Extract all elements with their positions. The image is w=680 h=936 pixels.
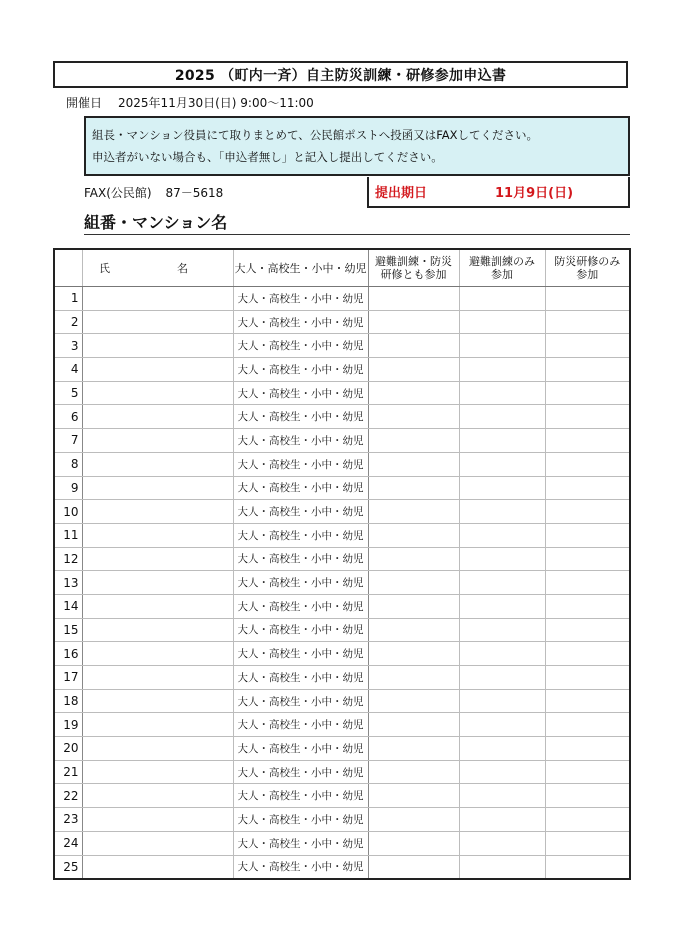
drill-only-cell[interactable] <box>459 594 545 618</box>
row-number: 16 <box>54 642 82 666</box>
category-cell[interactable]: 大人・高校生・小中・幼児 <box>233 547 368 571</box>
both-cell[interactable] <box>368 571 459 595</box>
row-number: 9 <box>54 476 82 500</box>
category-cell[interactable]: 大人・高校生・小中・幼児 <box>233 713 368 737</box>
category-cell[interactable]: 大人・高校生・小中・幼児 <box>233 405 368 429</box>
category-cell[interactable]: 大人・高校生・小中・幼児 <box>233 689 368 713</box>
training-only-cell[interactable] <box>545 381 630 405</box>
drill-only-cell[interactable] <box>459 666 545 690</box>
name-cell[interactable] <box>82 358 233 382</box>
name-cell[interactable] <box>82 594 233 618</box>
drill-only-cell[interactable] <box>459 737 545 761</box>
row-number: 8 <box>54 452 82 476</box>
category-cell[interactable]: 大人・高校生・小中・幼児 <box>233 831 368 855</box>
name-cell[interactable] <box>82 381 233 405</box>
row-number: 22 <box>54 784 82 808</box>
table-row <box>54 334 630 358</box>
event-date-line <box>66 94 314 111</box>
both-cell[interactable] <box>368 358 459 382</box>
row-number: 19 <box>54 713 82 737</box>
deadline-date: 11月9日(日) <box>495 186 574 201</box>
table-row <box>54 429 630 453</box>
name-cell[interactable] <box>82 571 233 595</box>
row-number: 3 <box>54 334 82 358</box>
drill-only-cell[interactable] <box>459 476 545 500</box>
table-row <box>54 760 630 784</box>
participant-table <box>53 248 631 880</box>
training-only-cell[interactable] <box>545 523 630 547</box>
category-cell[interactable]: 大人・高校生・小中・幼児 <box>233 381 368 405</box>
drill-only-cell[interactable] <box>459 405 545 429</box>
table-row <box>54 571 630 595</box>
drill-only-cell[interactable] <box>459 500 545 524</box>
event-date-label: 開催日 <box>66 96 103 110</box>
both-cell[interactable] <box>368 476 459 500</box>
category-cell[interactable]: 大人・高校生・小中・幼児 <box>233 666 368 690</box>
table-row <box>54 784 630 808</box>
row-number: 6 <box>54 405 82 429</box>
table-row <box>54 310 630 334</box>
table-row <box>54 808 630 832</box>
drill-only-cell[interactable] <box>459 784 545 808</box>
row-number: 15 <box>54 618 82 642</box>
header-drill-only-line2: 参加 <box>491 268 513 281</box>
name-cell[interactable] <box>82 737 233 761</box>
row-number: 12 <box>54 547 82 571</box>
name-cell[interactable] <box>82 831 233 855</box>
drill-only-cell[interactable] <box>459 855 545 879</box>
table-row <box>54 855 630 879</box>
drill-only-cell[interactable] <box>459 523 545 547</box>
deadline-label: 提出期日 <box>375 186 428 201</box>
training-only-cell[interactable] <box>545 476 630 500</box>
header-training-only-line1: 防災研修のみ <box>554 255 621 268</box>
training-only-cell[interactable] <box>545 500 630 524</box>
drill-only-cell[interactable] <box>459 381 545 405</box>
training-only-cell[interactable] <box>545 547 630 571</box>
both-cell[interactable] <box>368 618 459 642</box>
training-only-cell[interactable] <box>545 831 630 855</box>
drill-only-cell[interactable] <box>459 831 545 855</box>
header-both <box>368 249 459 287</box>
name-cell[interactable] <box>82 808 233 832</box>
category-cell[interactable]: 大人・高校生・小中・幼児 <box>233 334 368 358</box>
name-cell[interactable] <box>82 855 233 879</box>
header-both-line2: 研修とも参加 <box>380 268 447 281</box>
name-cell[interactable] <box>82 405 233 429</box>
both-cell[interactable] <box>368 381 459 405</box>
table-row <box>54 737 630 761</box>
category-cell[interactable]: 大人・高校生・小中・幼児 <box>233 737 368 761</box>
training-only-cell[interactable] <box>545 760 630 784</box>
category-cell[interactable]: 大人・高校生・小中・幼児 <box>233 855 368 879</box>
both-cell[interactable] <box>368 429 459 453</box>
training-only-cell[interactable] <box>545 689 630 713</box>
participant-rows <box>54 287 630 880</box>
category-cell[interactable]: 大人・高校生・小中・幼児 <box>233 642 368 666</box>
both-cell[interactable] <box>368 334 459 358</box>
name-cell[interactable] <box>82 547 233 571</box>
name-cell[interactable] <box>82 760 233 784</box>
table-row <box>54 831 630 855</box>
both-cell[interactable] <box>368 405 459 429</box>
name-cell[interactable] <box>82 452 233 476</box>
row-number: 11 <box>54 523 82 547</box>
training-only-cell[interactable] <box>545 287 630 311</box>
name-cell[interactable] <box>82 500 233 524</box>
fax-label: FAX(公民館) <box>84 186 152 200</box>
name-cell[interactable] <box>82 310 233 334</box>
name-cell[interactable] <box>82 642 233 666</box>
name-cell[interactable] <box>82 476 233 500</box>
category-cell[interactable]: 大人・高校生・小中・幼児 <box>233 476 368 500</box>
both-cell[interactable] <box>368 452 459 476</box>
table-row <box>54 358 630 382</box>
row-number: 21 <box>54 760 82 784</box>
row-number: 1 <box>54 287 82 311</box>
table-row <box>54 523 630 547</box>
table-row <box>54 405 630 429</box>
training-only-cell[interactable] <box>545 713 630 737</box>
both-cell[interactable] <box>368 310 459 334</box>
event-datetime: 2025年11月30日(日) 9:00～11:00 <box>118 96 314 110</box>
drill-only-cell[interactable] <box>459 429 545 453</box>
category-cell[interactable]: 大人・高校生・小中・幼児 <box>233 618 368 642</box>
training-only-cell[interactable] <box>545 429 630 453</box>
training-only-cell[interactable] <box>545 642 630 666</box>
table-row <box>54 594 630 618</box>
name-cell[interactable] <box>82 334 233 358</box>
drill-only-cell[interactable] <box>459 287 545 311</box>
table-row <box>54 666 630 690</box>
row-number: 18 <box>54 689 82 713</box>
category-cell[interactable]: 大人・高校生・小中・幼児 <box>233 523 368 547</box>
drill-only-cell[interactable] <box>459 547 545 571</box>
training-only-cell[interactable] <box>545 666 630 690</box>
category-cell[interactable]: 大人・高校生・小中・幼児 <box>233 594 368 618</box>
both-cell[interactable] <box>368 784 459 808</box>
drill-only-cell[interactable] <box>459 310 545 334</box>
instruction-line-1: 組長・マンション役員にて取りまとめて、公民館ポストへ投函又はFAXしてください。 <box>92 128 539 142</box>
training-only-cell[interactable] <box>545 452 630 476</box>
row-number: 4 <box>54 358 82 382</box>
category-cell[interactable]: 大人・高校生・小中・幼児 <box>233 310 368 334</box>
table-row <box>54 713 630 737</box>
category-cell[interactable]: 大人・高校生・小中・幼児 <box>233 452 368 476</box>
header-drill-only-line1: 避難訓練のみ <box>469 255 535 268</box>
training-only-cell[interactable] <box>545 405 630 429</box>
name-cell[interactable] <box>82 713 233 737</box>
header-number <box>54 249 82 287</box>
group-name-label: 組番・マンション名 <box>84 213 228 232</box>
name-cell[interactable] <box>82 618 233 642</box>
header-category: 大人・高校生・小中・幼児 <box>233 249 368 287</box>
both-cell[interactable] <box>368 713 459 737</box>
training-only-cell[interactable] <box>545 618 630 642</box>
drill-only-cell[interactable] <box>459 618 545 642</box>
drill-only-cell[interactable] <box>459 452 545 476</box>
header-drill-only <box>459 249 545 287</box>
table-row <box>54 452 630 476</box>
training-only-cell[interactable] <box>545 358 630 382</box>
training-only-cell[interactable] <box>545 571 630 595</box>
table-row <box>54 381 630 405</box>
row-number: 25 <box>54 855 82 879</box>
row-number: 10 <box>54 500 82 524</box>
category-cell[interactable]: 大人・高校生・小中・幼児 <box>233 571 368 595</box>
training-only-cell[interactable] <box>545 334 630 358</box>
name-cell[interactable] <box>82 784 233 808</box>
table-row <box>54 618 630 642</box>
row-number: 20 <box>54 737 82 761</box>
drill-only-cell[interactable] <box>459 358 545 382</box>
category-cell[interactable]: 大人・高校生・小中・幼児 <box>233 358 368 382</box>
header-both-line1: 避難訓練・防災 <box>375 255 452 268</box>
category-cell[interactable]: 大人・高校生・小中・幼児 <box>233 500 368 524</box>
both-cell[interactable] <box>368 594 459 618</box>
row-number: 17 <box>54 666 82 690</box>
both-cell[interactable] <box>368 737 459 761</box>
table-row <box>54 689 630 713</box>
both-cell[interactable] <box>368 855 459 879</box>
header-name: 氏 名 <box>82 249 233 287</box>
drill-only-cell[interactable] <box>459 760 545 784</box>
instruction-line-2: 申込者がいない場合も、「申込者無し」と記入し提出してください。 <box>92 150 443 164</box>
group-name-field[interactable] <box>84 234 630 235</box>
table-header-row <box>54 249 630 287</box>
category-cell[interactable]: 大人・高校生・小中・幼児 <box>233 429 368 453</box>
both-cell[interactable] <box>368 287 459 311</box>
row-number: 24 <box>54 831 82 855</box>
row-number: 23 <box>54 808 82 832</box>
table-row <box>54 500 630 524</box>
drill-only-cell[interactable] <box>459 571 545 595</box>
drill-only-cell[interactable] <box>459 642 545 666</box>
row-number: 13 <box>54 571 82 595</box>
fax-number: 87－5618 <box>165 186 224 200</box>
row-number: 2 <box>54 310 82 334</box>
row-number: 7 <box>54 429 82 453</box>
header-training-only-line2: 参加 <box>576 268 599 281</box>
both-cell[interactable] <box>368 500 459 524</box>
training-only-cell[interactable] <box>545 855 630 879</box>
name-cell[interactable] <box>82 429 233 453</box>
both-cell[interactable] <box>368 831 459 855</box>
deadline-box <box>367 177 630 208</box>
form-title: 2025 （町内一斉）自主防災訓練・研修参加申込書 <box>53 61 628 88</box>
name-cell[interactable] <box>82 666 233 690</box>
instructions-box <box>84 116 630 176</box>
both-cell[interactable] <box>368 523 459 547</box>
category-cell[interactable]: 大人・高校生・小中・幼児 <box>233 784 368 808</box>
training-only-cell[interactable] <box>545 784 630 808</box>
row-number: 5 <box>54 381 82 405</box>
both-cell[interactable] <box>368 760 459 784</box>
both-cell[interactable] <box>368 547 459 571</box>
drill-only-cell[interactable] <box>459 689 545 713</box>
both-cell[interactable] <box>368 808 459 832</box>
name-cell[interactable] <box>82 523 233 547</box>
both-cell[interactable] <box>368 666 459 690</box>
table-row <box>54 287 630 311</box>
fax-line <box>84 184 223 201</box>
table-row <box>54 476 630 500</box>
drill-only-cell[interactable] <box>459 713 545 737</box>
training-only-cell[interactable] <box>545 737 630 761</box>
header-training-only <box>545 249 630 287</box>
table-row <box>54 547 630 571</box>
category-cell[interactable]: 大人・高校生・小中・幼児 <box>233 760 368 784</box>
drill-only-cell[interactable] <box>459 808 545 832</box>
both-cell[interactable] <box>368 642 459 666</box>
drill-only-cell[interactable] <box>459 334 545 358</box>
training-only-cell[interactable] <box>545 808 630 832</box>
category-cell[interactable]: 大人・高校生・小中・幼児 <box>233 808 368 832</box>
name-cell[interactable] <box>82 689 233 713</box>
row-number: 14 <box>54 594 82 618</box>
table-row <box>54 642 630 666</box>
training-only-cell[interactable] <box>545 310 630 334</box>
training-only-cell[interactable] <box>545 594 630 618</box>
both-cell[interactable] <box>368 689 459 713</box>
category-cell[interactable]: 大人・高校生・小中・幼児 <box>233 287 368 311</box>
name-cell[interactable] <box>82 287 233 311</box>
